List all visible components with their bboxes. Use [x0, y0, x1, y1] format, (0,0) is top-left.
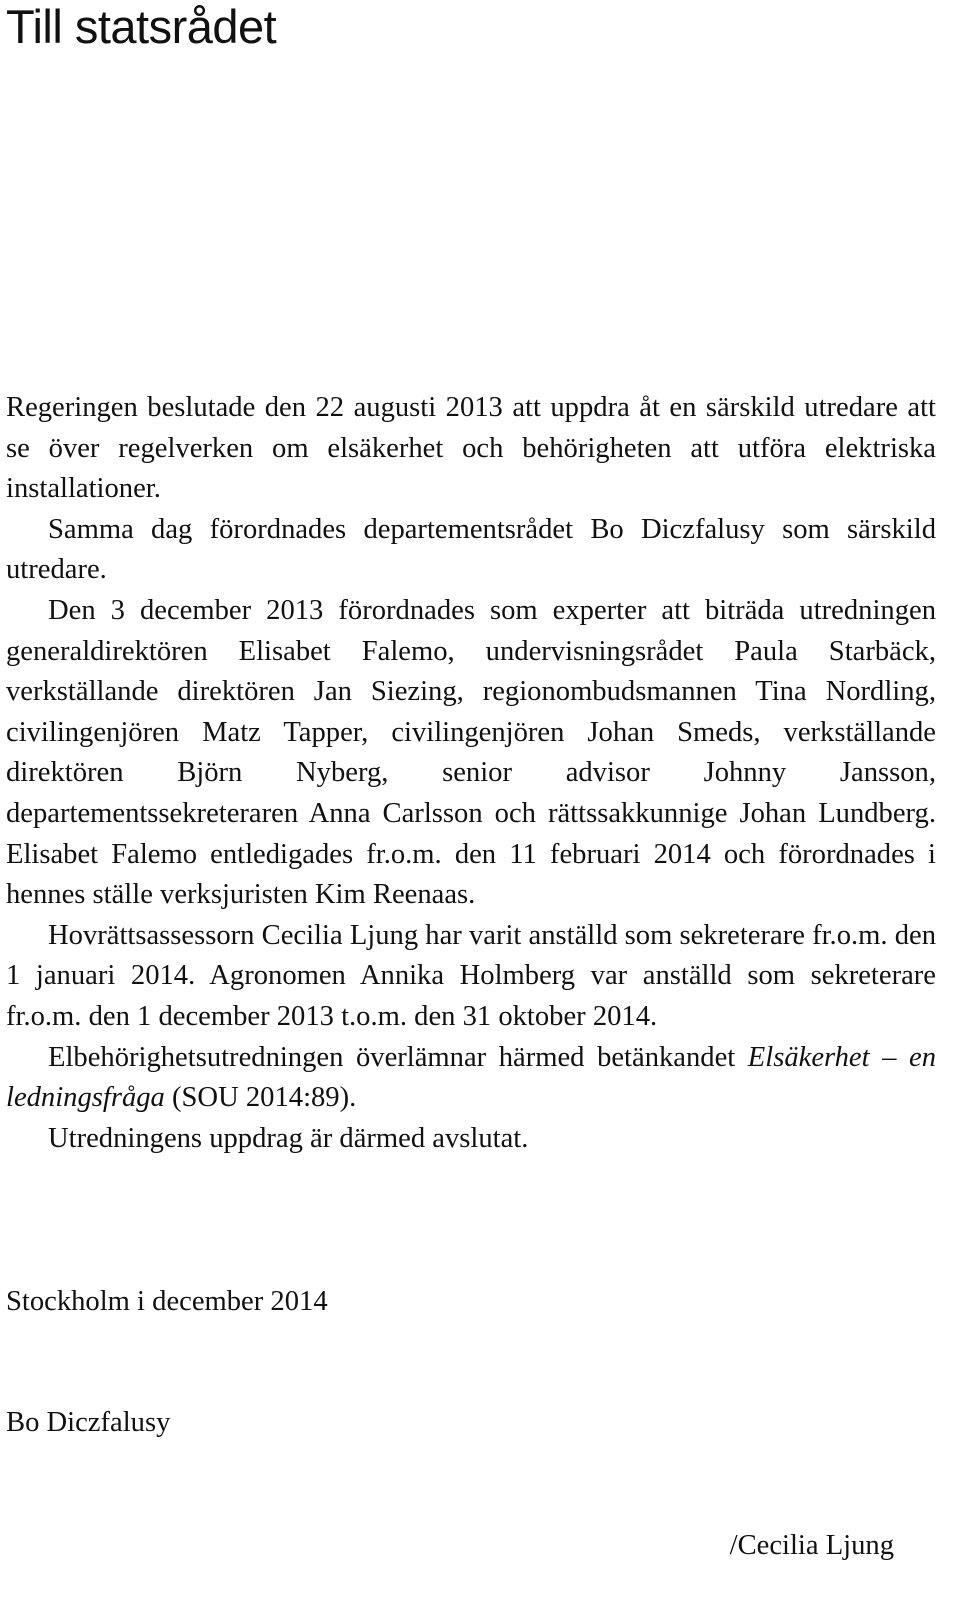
submission-text-end: (SOU 2014:89).	[164, 1082, 357, 1114]
signature-secretary: /Cecilia Ljung	[729, 1530, 894, 1561]
paragraph-secretaries: Hovrättsassessorn Cecilia Ljung har varit anställd som sekreterare fr.o.m. den 1 januari 2014. Agronomen Annika Holmberg var anställd som sekreterare fr.o.m. den 1 december 2013 t.o.m. den 31 oktober 2014.	[6, 919, 936, 1032]
submission-text-start: Elbehörighetsutredningen överlämnar härmed betänkandet	[48, 1041, 748, 1073]
page-title: Till statsrådet	[6, 0, 277, 53]
paragraph-appointment: Samma dag förordnades departementsrådet Bo Diczfalusy som särskild utredare.	[6, 513, 936, 586]
paragraph-submission	[6, 1038, 936, 1119]
signature-chair: Bo Diczfalusy	[6, 1407, 171, 1438]
place-and-date: Stockholm i december 2014	[6, 1286, 328, 1317]
paragraph-assignment: Regeringen beslutade den 22 augusti 2013 att uppdra åt en särskild utredare att se över regelverken om elsäkerhet och behörigheten att utföra elektriska installationer.	[6, 392, 936, 505]
letter-body	[6, 388, 936, 1159]
paragraph-conclusion: Utredningens uppdrag är därmed avslutat.	[48, 1122, 529, 1154]
paragraph-experts: Den 3 december 2013 förordnades som experter att biträda utredningen generaldirektören Elisabet Falemo, undervisningsrådet Paula Starbäck, verkställande direktören Jan Siezing, regionombudsmannen Tina Nordling, civilingenjören Matz Tapper, civilingenjören Johan Smeds, verkställande direktören Björn Nyberg, senior advisor Johnny Jansson, departementssekreteraren Anna Carlsson och rättssakkunnige Johan Lundberg. Elisabet Falemo entledigades fr.o.m. den 11 februari 2014 och förordnades i hennes ställe verksjuristen Kim Reenaas.	[6, 594, 936, 911]
report-title: Elsäkerhet – en ledningsfråga	[6, 1041, 937, 1114]
